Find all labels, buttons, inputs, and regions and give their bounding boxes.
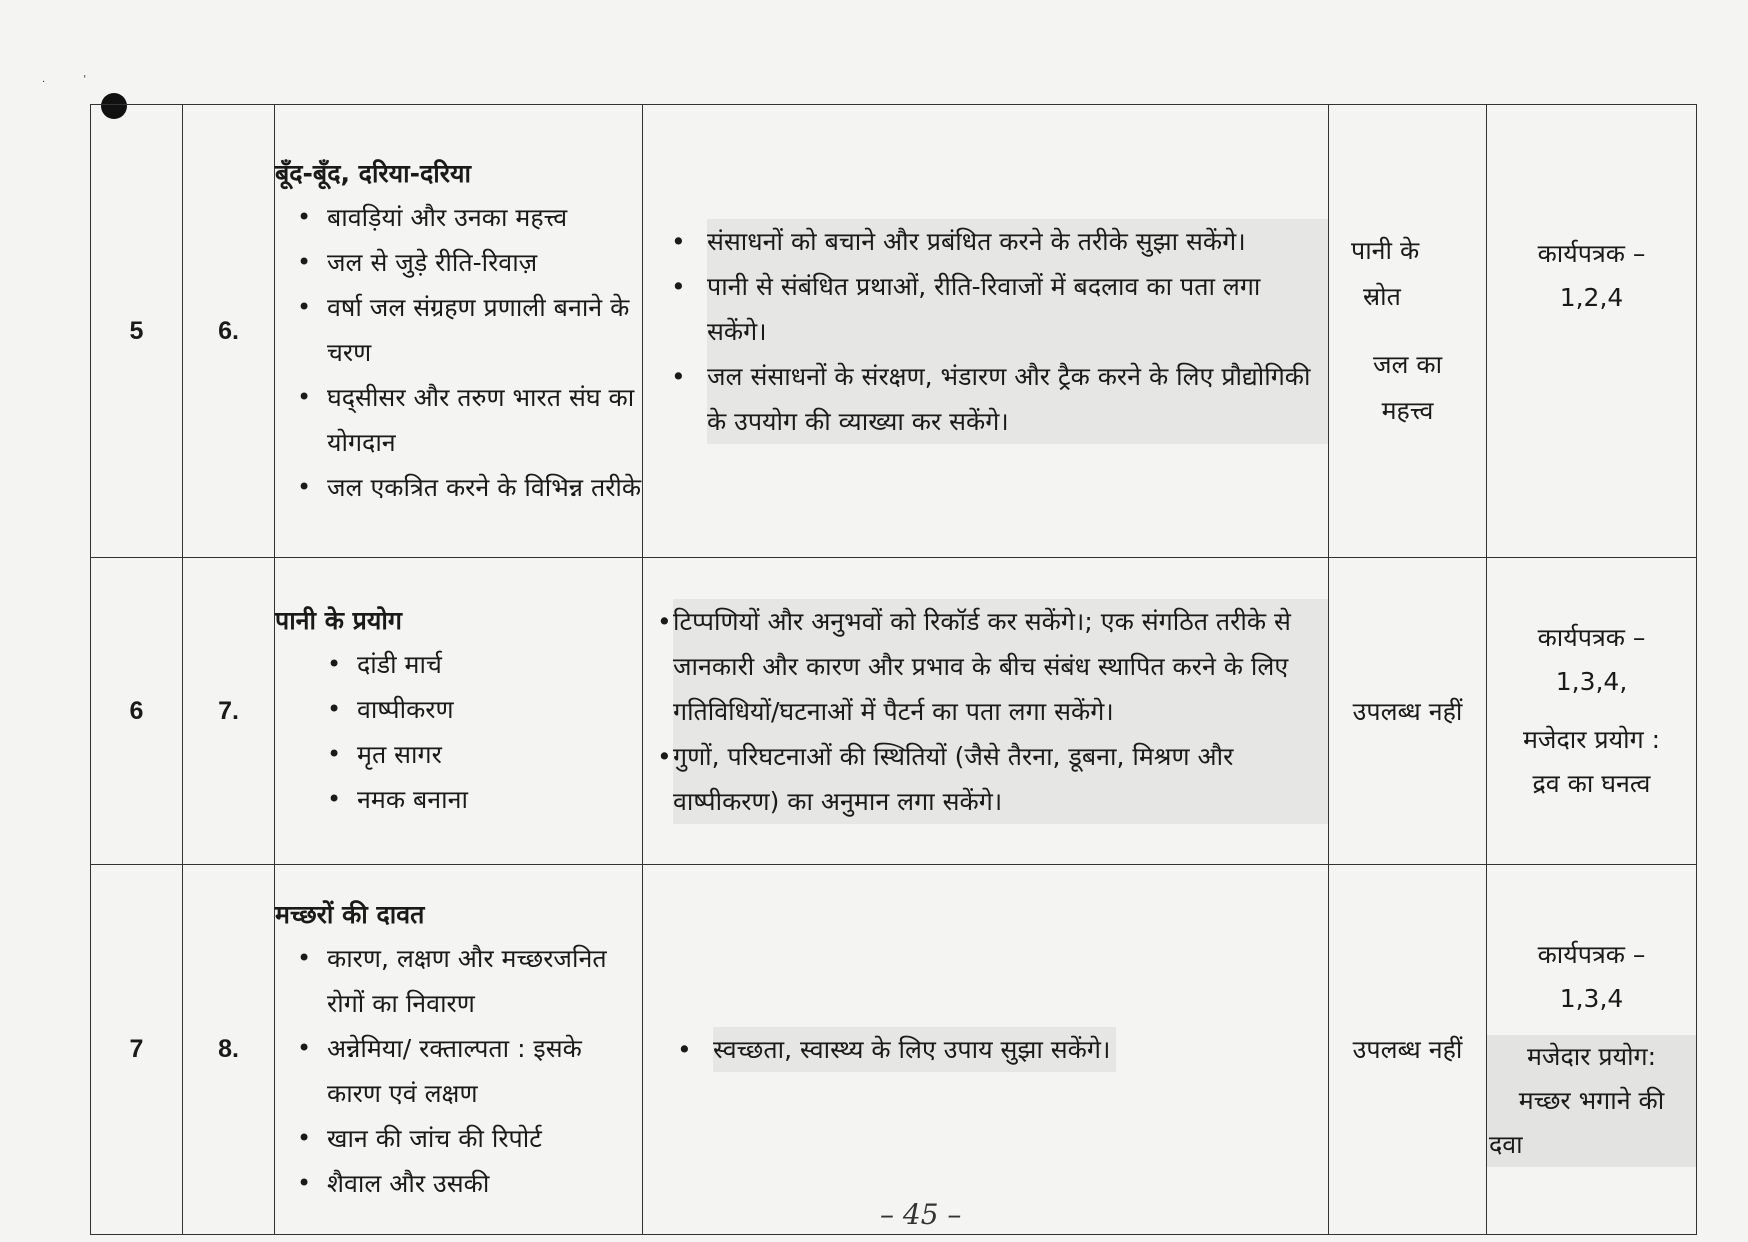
list-item: • शैवाल और उसकी xyxy=(327,1161,642,1206)
resource-line: उपलब्ध नहीं xyxy=(1352,1035,1463,1064)
list-item: • दांडी मार्च xyxy=(357,642,642,687)
outcome-cell xyxy=(643,865,1329,1235)
serial-cell: 5 xyxy=(91,105,183,558)
topic-cell xyxy=(275,558,643,865)
list-item: • घद्सीसर और तरुण भारत संघ का योगदान xyxy=(327,375,642,465)
list-item: • वर्षा जल संग्रहण प्रणाली बनाने के चरण xyxy=(327,285,642,375)
list-item: • कारण, लक्षण और मच्छरजनित रोगों का निवारण xyxy=(327,936,642,1026)
serial-cell: 7 xyxy=(91,865,183,1235)
resource-cell xyxy=(1329,558,1487,865)
list-item: • संसाधनों को बचाने और प्रबंधित करने के तरीके सुझा सकेंगे। xyxy=(707,219,1328,264)
resource-cell xyxy=(1329,105,1487,558)
scan-specks: . ' xyxy=(42,74,87,85)
outcome-cell xyxy=(643,105,1329,558)
resource-line: महत्त्व xyxy=(1381,396,1434,425)
outcome-cell xyxy=(643,558,1329,865)
list-item: • पानी से संबंधित प्रथाओं, रीति-रिवाजों में बदलाव का पता लगा सकेंगे। xyxy=(707,264,1328,354)
activity-line: मजेदार प्रयोग: xyxy=(1487,1035,1696,1079)
list-item: • अन्नेमिया/ रक्ताल्पता : इसके कारण एवं लक्षण xyxy=(327,1026,642,1116)
resource-line: उपलब्ध नहीं xyxy=(1352,696,1463,726)
list-item: • जल संसाधनों के संरक्षण, भंडारण और ट्रैक करने के लिए प्रौद्योगिकी के उपयोग की व्याख्या कर सकेंगे। xyxy=(707,354,1328,444)
activity-line: 1,2,4 xyxy=(1559,283,1624,312)
serial-cell: 6 xyxy=(91,558,183,865)
activity-line: दवा xyxy=(1487,1123,1696,1167)
list-item: • जल से जुड़े रीति-रिवाज़ xyxy=(327,240,642,285)
list-item: • खान की जांच की रिपोर्ट xyxy=(327,1116,642,1161)
lesson-plan-table xyxy=(90,104,1697,1235)
chapter-cell: 7. xyxy=(183,558,275,865)
list-item: • वाष्पीकरण xyxy=(357,687,642,732)
list-item: • टिप्पणियों और अनुभवों को रिकॉर्ड कर सकेंगे।; एक संगठित तरीके से जानकारी और कारण और प्रभाव के बीच संबंध स्थापित करने के लिए गतिविधियों/घटनाओं में पैटर्न का पता लगा सकेंगे। xyxy=(673,599,1328,734)
activity-line: कार्यपत्रक – xyxy=(1537,239,1646,268)
page-number: – 45 – xyxy=(880,1198,962,1231)
list-item: • स्वच्छता, स्वास्थ्य के लिए उपाय सुझा सकेंगे। xyxy=(713,1027,1116,1072)
chapter-cell: 6. xyxy=(183,105,275,558)
activity-cell xyxy=(1487,865,1697,1235)
list-item: • गुणों, परिघटनाओं की स्थितियों (जैसे तैरना, डूबना, मिश्रण और वाष्पीकरण) का अनुमान लगा सकेंगे। xyxy=(673,734,1328,824)
topic-cell xyxy=(275,105,643,558)
activity-line: मच्छर भगाने की xyxy=(1487,1079,1696,1123)
table-row xyxy=(91,105,1697,558)
activity-line: कार्यपत्रक – xyxy=(1537,623,1646,652)
activity-cell xyxy=(1487,105,1697,558)
topic-title: बूँद-बूँद, दरिया-दरिया xyxy=(275,158,471,188)
topic-cell xyxy=(275,865,643,1235)
activity-line: 1,3,4, xyxy=(1555,667,1628,696)
table-row xyxy=(91,558,1697,865)
resource-line: जल का xyxy=(1372,350,1443,379)
table-row xyxy=(91,865,1697,1235)
list-item: • मृत सागर xyxy=(357,732,642,777)
activity-line: द्रव का घनत्व xyxy=(1532,769,1651,798)
activity-line: कार्यपत्रक – xyxy=(1537,939,1646,969)
activity-cell xyxy=(1487,558,1697,865)
chapter-cell: 8. xyxy=(183,865,275,1235)
resource-line: पानी के xyxy=(1351,236,1420,265)
resource-cell xyxy=(1329,865,1487,1235)
topic-title: मच्छरों की दावत xyxy=(275,899,425,929)
topic-title: पानी के प्रयोग xyxy=(275,606,402,635)
list-item: • बावड़ियां और उनका महत्त्व xyxy=(327,195,642,240)
list-item: • जल एकत्रित करने के विभिन्न तरीके xyxy=(327,465,642,510)
list-item: • नमक बनाना xyxy=(357,777,642,822)
activity-line: 1,3,4 xyxy=(1559,983,1624,1013)
resource-line: स्रोत xyxy=(1363,282,1401,311)
activity-line: मजेदार प्रयोग : xyxy=(1522,725,1661,754)
